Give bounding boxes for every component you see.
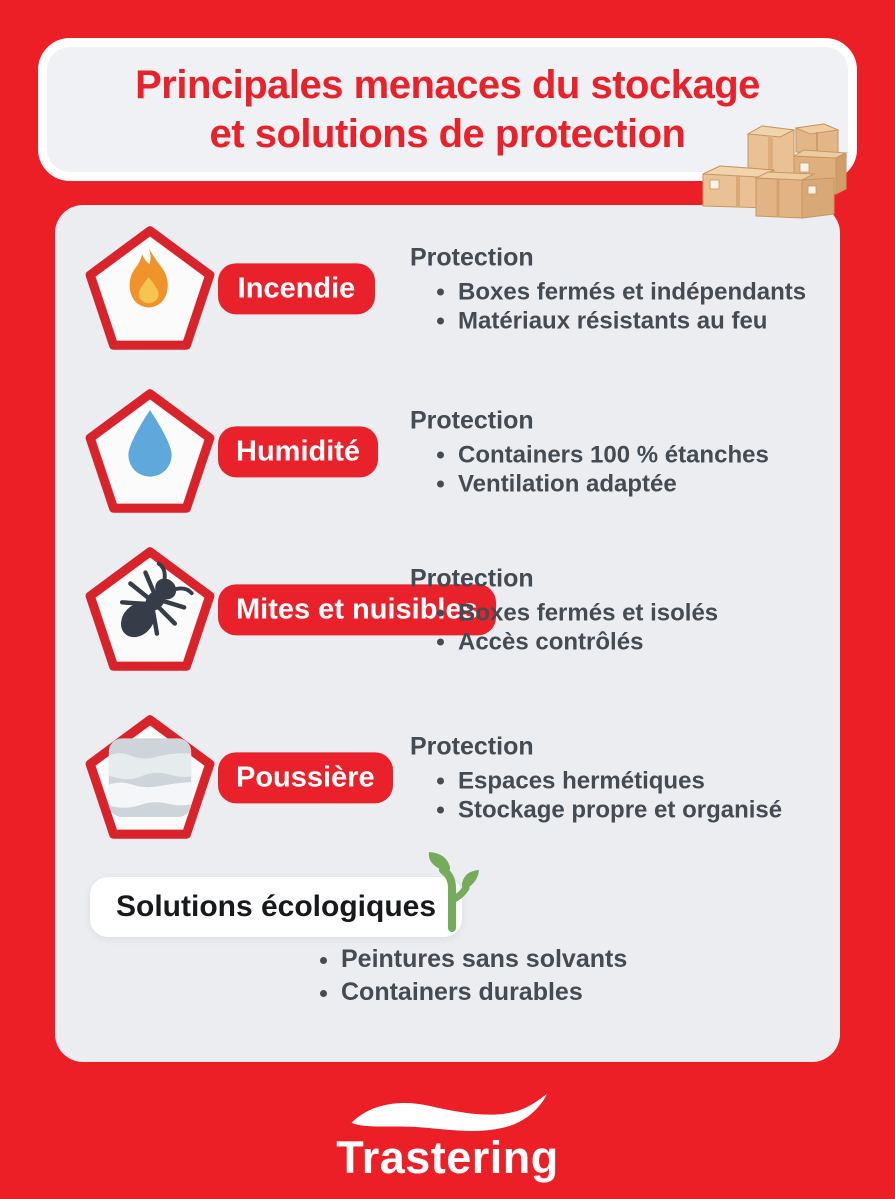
threat-label: Mites et nuisibles: [236, 593, 478, 626]
protection-block: [410, 732, 782, 825]
page-title-line1: Principales menaces du stockage: [135, 62, 760, 107]
protection-list: [410, 441, 769, 499]
threat-label: Poussière: [236, 761, 375, 794]
protection-list: [410, 278, 806, 336]
protection-title: Protection: [410, 564, 534, 593]
brand-logo: [0, 1094, 895, 1184]
cardboard-boxes-icon: [698, 116, 850, 220]
eco-solutions-list: [313, 943, 627, 1009]
eco-solutions-title: Solutions écologiques: [116, 890, 437, 923]
protection-title: Protection: [410, 406, 534, 435]
eco-item: • Peintures sans solvants: [341, 943, 627, 976]
threat-row: [55, 225, 840, 353]
eco-item: • Containers durables: [341, 976, 627, 1009]
threat-badge: [218, 426, 378, 477]
protection-block: [410, 243, 806, 336]
threat-badge: [218, 263, 375, 314]
protection-block: [410, 564, 718, 657]
protection-item: • Espaces hermétiques: [458, 767, 782, 796]
threats-panel: [55, 205, 840, 1062]
page-title-line2: et solutions de protection: [209, 111, 686, 156]
threat-badge: [218, 752, 393, 803]
water-drop-icon: [85, 388, 215, 514]
protection-item: • Accès contrôlés: [458, 628, 718, 657]
threat-label: Incendie: [237, 272, 356, 305]
threat-row: [55, 714, 840, 842]
sprout-icon: [423, 850, 481, 932]
protection-item: • Matériaux résistants au feu: [458, 307, 806, 336]
protection-item: • Stockage propre et organisé: [458, 796, 782, 825]
protection-title: Protection: [410, 732, 534, 761]
brand-name: Trastering: [336, 1132, 559, 1183]
page-title: [135, 61, 760, 159]
threat-row: [55, 388, 840, 516]
fire-icon: [85, 225, 215, 351]
protection-block: [410, 406, 769, 499]
dust-icon: [85, 714, 215, 840]
ant-icon: [85, 546, 215, 672]
protection-list: [410, 767, 782, 825]
protection-list: [410, 599, 718, 657]
threat-label: Humidité: [236, 435, 361, 468]
protection-item: • Ventilation adaptée: [458, 470, 769, 499]
protection-item: • Boxes fermés et isolés: [458, 599, 718, 628]
protection-title: Protection: [410, 243, 534, 272]
eco-solutions-badge: [90, 877, 462, 937]
protection-item: • Containers 100 % étanches: [458, 441, 769, 470]
protection-item: • Boxes fermés et indépendants: [458, 278, 806, 307]
threat-row: [55, 546, 840, 674]
